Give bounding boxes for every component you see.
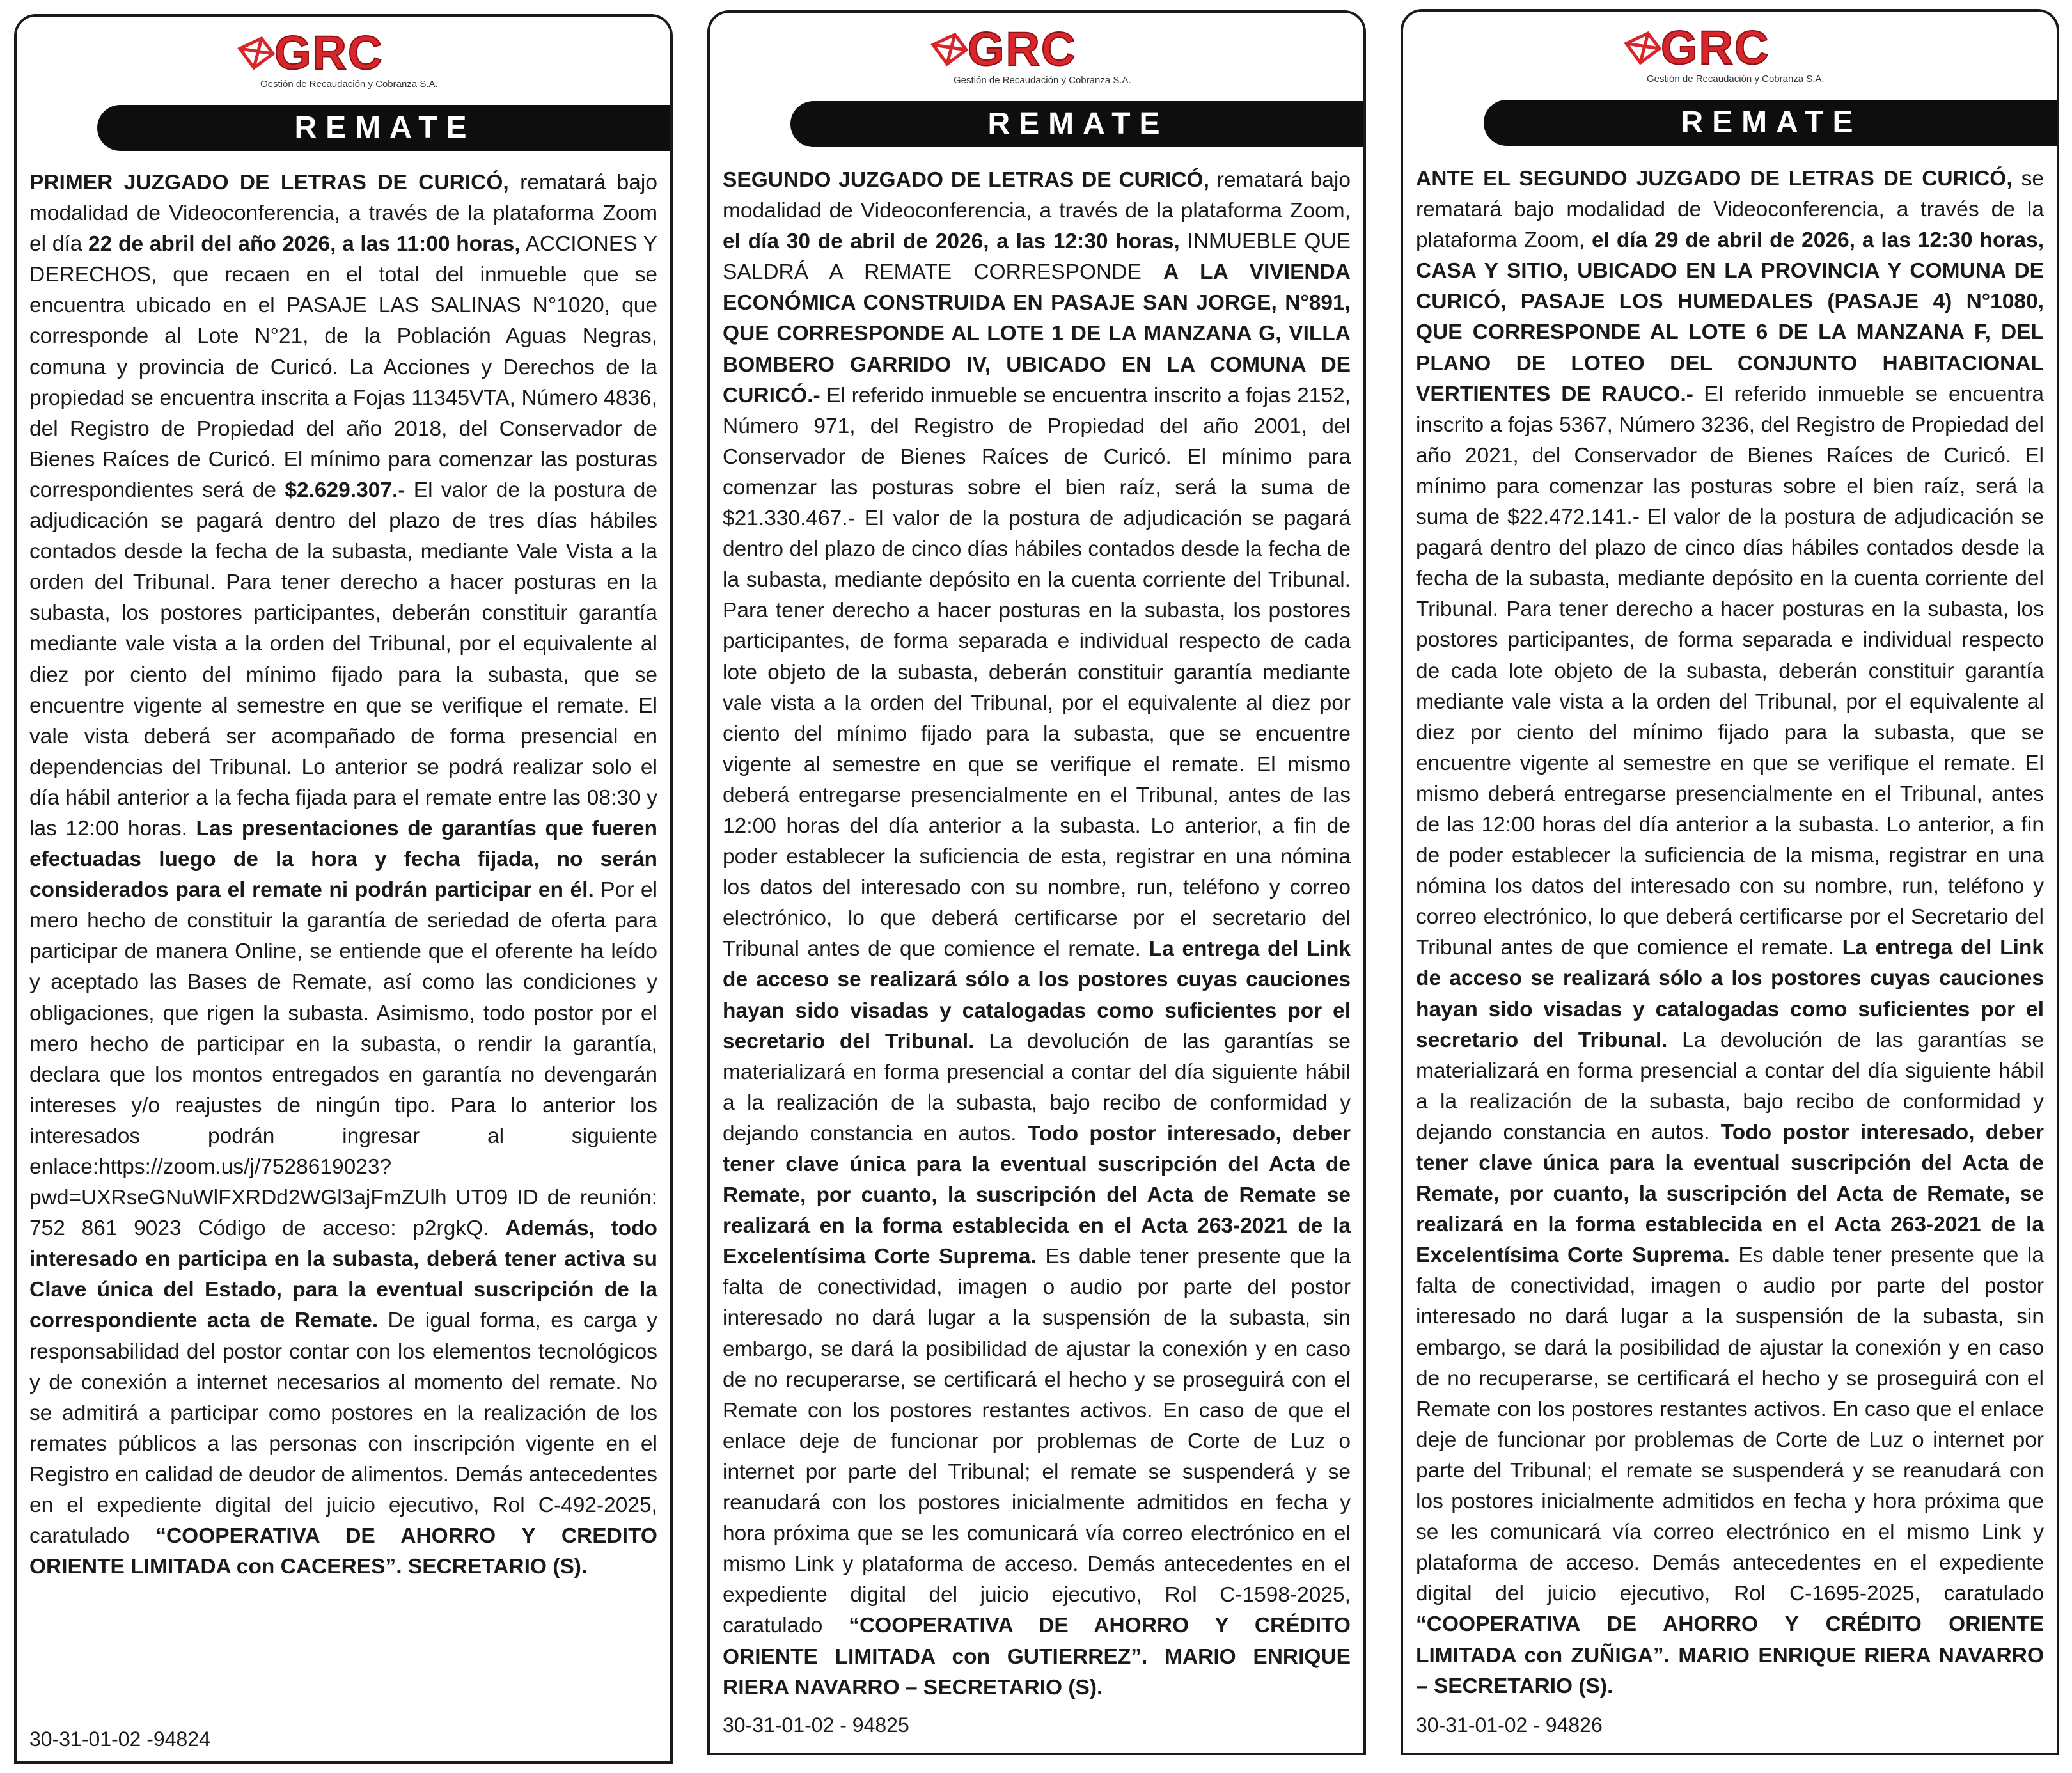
bold-text-run: “COOPERATIVA DE AHORRO Y CRÉDITO ORIENTE LIMITADA con GUTIERREZ”. MARIO ENRIQUE RIERA NAVARRO – SECRETARIO (S).: [723, 1614, 1351, 1699]
bold-text-run: ANTE EL SEGUNDO JUZGADO DE LETRAS DE CURICÓ,: [1416, 167, 2013, 191]
remate-banner: REMATE: [790, 101, 1366, 147]
bold-text-run: La entrega del Link de acceso se realizará sólo a los postores cuyas cauciones hayan sido visadas y catalogadas como suficientes por el secretario del Tribunal.: [1416, 936, 2044, 1052]
text-run: La devolución de las garantías se materializará en forma presencial a contar del día siguiente hábil a la realización de la subasta, bajo recibo de conformidad y dejando constancia en autos.: [1416, 1028, 2044, 1144]
notice-body: [1416, 164, 2044, 1702]
remate-notice-1: [14, 14, 673, 1764]
text-run: Es dable tener presente que la falta de conectividad, imagen o audio por parte del postor interesado no dará lugar a la suspensión de la subasta, sin embargo, se dará la posibilidad de ajustar la conexión y en caso de no recuperarse, se certificará el hecho y se proseguirá con el Remate con los postores restantes activos. En caso que el enlace deje de funcionar por problemas de Corte de Luz o internet por parte del Tribunal; el remate se suspenderá y se reanudará con los postores inicialmente admitidos en fecha y hora próxima que se les comunicará vía correo electrónico en el mismo Link y plataforma de acceso. Demás antecedentes en el expediente digital del juicio ejecutivo, Rol C-1695-2025, caratulado: [1416, 1243, 2044, 1606]
grc-tagline: Gestión de Recaudación y Cobranza S.A.: [1647, 74, 1825, 84]
text-run: rematará bajo modalidad de Videoconferencia, a través de la plataforma Zoom el día: [29, 171, 657, 256]
grc-tagline: Gestión de Recaudación y Cobranza S.A.: [954, 75, 1131, 86]
grc-logo: [17, 29, 670, 93]
bold-text-run: $2.629.307.-: [285, 478, 405, 502]
text-run: se rematará bajo modalidad de Videoconferencia, a través de la plataforma Zoom,: [1416, 167, 2044, 253]
bold-text-run: Todo postor interesado, deber tener clave única para la eventual suscripción del Acta de Remate, por cuanto, la suscripción del Acta de Remate se realizará en la forma establecida en el Acta 263-2021 de la Excelentísima Corte Suprema.: [723, 1121, 1351, 1269]
remate-notice-2: [707, 10, 1366, 1755]
notice-body: [29, 168, 657, 1582]
grc-wordmark: GRC: [274, 29, 384, 79]
text-run: El referido inmueble se encuentra inscrito a fojas 5367, Número 3236, del Registro de Propiedad del año 2021, del Conservador de Bienes Raíces de Curicó. El mínimo para comenzar las posturas sobre el bien raíz, será la suma de $22.472.141.- El valor de la postura de adjudicación se pagará dentro del plazo de cinco días hábiles contados desde la fecha de la subasta, mediante depósito en la cuenta corriente del Tribunal. Para tener derecho a hacer posturas en la subasta, los postores participantes, de forma separada e individual respecto de cada lote objeto de la subasta, deberán constituir garantía mediante vale vista a la orden del Tribunal, por el equivalente al diez por ciento del mínimo fijado para la subasta, que se encuentre vigente al semestre en que se verifique el remate. El mismo deberá entregarse presencialmente en el Tribunal, antes de las 12:00 horas del día anterior a la subasta. Lo anterior, a fin de poder establecer la suficiencia de la misma, registrar en una nómina los datos del interesado con su nombre, run, teléfono y correo electrónico, lo que deberá certificarse por el Secretario del Tribunal antes de que comience el remate.: [1416, 382, 2044, 960]
grc-logo-graphic: [235, 29, 452, 93]
grc-logo-graphic: [928, 26, 1145, 90]
notice-code: 30-31-01-02 - 94825: [723, 1714, 909, 1737]
text-run: De igual forma, es carga y responsabilidad del postor contar con los elementos tecnológicos y de conexión a internet necesarios al momento del remate. No se admitirá a participar como postores en la realización de los remates públicos a las personas con inscripción vigente en el Registro en calidad de deudor de alimentos. Demás antecedentes en el expediente digital del juicio ejecutivo, Rol C-492-2025, caratulado: [29, 1309, 657, 1548]
bold-text-run: A LA VIVIENDA ECONÓMICA CONSTRUIDA EN PASAJE SAN JORGE, N°891, QUE CORRESPONDE AL LOTE 1 DE LA MANZANA G, VILLA BOMBERO GARRIDO IV, UBICADO EN LA COMUNA DE CURICÓ.-: [723, 260, 1351, 407]
text-run: El referido inmueble se encuentra inscrito a fojas 2152, Número 971, del Registro de Propiedad del año 2001, del Conservador de Bienes Raíces de Curicó. El mínimo para comenzar las posturas sobre el bien raíz, será la suma de $21.330.467.- El valor de la postura de adjudicación se pagará dentro del plazo de cinco días hábiles contados desde la fecha de la subasta, mediante depósito en la cuenta corriente del Tribunal. Para tener derecho a hacer posturas en la subasta, los postores participantes, de forma separada e individual respecto de cada lote objeto de la subasta, deberán constituir garantía mediante vale vista a la orden del Tribunal, por el equivalente al diez por ciento del mínimo fijado para la subasta, que se encuentre vigente al semestre en que se verifique el remate. El mismo deberá entregarse presencialmente en el Tribunal, antes de las 12:00 horas del día anterior a la subasta. Lo anterior, a fin de poder establecer la suficiencia de esta, registrar en una nómina los datos del interesado con su nombre, run, teléfono y correo electrónico, lo que deberá certificarse por el secretario del Tribunal antes de que comience el remate.: [723, 383, 1351, 961]
bold-text-run: SEGUNDO JUZGADO DE LETRAS DE CURICÓ,: [723, 168, 1209, 192]
text-run: ACCIONES Y DERECHOS, que recaen en el total del inmueble que se encuentra ubicado en el PASAJE LAS SALINAS N°1020, que corresponde al Lote N°21, de la Población Aguas Negras, comuna y provincia de Curicó. La Acciones y Derechos de la propiedad se encuentra inscrita a Fojas 11345VTA, Número 4836, del Registro de Propiedad del año 2018, del Conservador de Bienes Raíces de Curicó. El mínimo para comenzar las posturas correspondientes será de: [29, 232, 657, 502]
grc-tagline: Gestión de Recaudación y Cobranza S.A.: [260, 79, 438, 90]
bold-text-run: PRIMER JUZGADO DE LETRAS DE CURICÓ,: [29, 171, 509, 194]
grc-logo: [1403, 24, 2057, 88]
text-run: INMUEBLE QUE SALDRÁ A REMATE CORRESPONDE: [723, 230, 1351, 285]
bold-text-run: Todo postor interesado, deber tener clave única para la eventual suscripción del Acta de Remate, por cuanto, la suscripción del Acta de Remate, se realizará en la forma establecida en el Acta 263-2021 de la Excelentísima Corte Suprema.: [1416, 1120, 2044, 1268]
notice-code: 30-31-01-02 - 94826: [1416, 1714, 1603, 1737]
grc-logo-graphic: [1621, 24, 1839, 88]
bold-text-run: el día 30 de abril de 2026, a las 12:30 horas,: [723, 230, 1180, 254]
notice-code: 30-31-01-02 -94824: [29, 1728, 210, 1751]
text-run: El valor de la postura de adjudicación se pagará dentro del plazo de tres días hábiles contados desde la fecha de la subasta, mediante Vale Vista a la orden del Tribunal. Para tener derecho a hacer posturas en la subasta, los postores participantes, deberán constituir garantía mediante vale vista a la orden del Tribunal, por el equivalente al diez por ciento del mínimo fijado para la subasta, que se encuentre vigente al semestre en que se verifique el remate. El vale vista deberá ser acompañado de forma presencial en dependencias del Tribunal. Lo anterior se podrá realizar solo el día hábil anterior a la fecha fijada para el remate entre las 08:30 y las 12:00 horas.: [29, 478, 658, 840]
text-run: rematará bajo modalidad de Videoconferencia, a través de la plataforma Zoom,: [723, 168, 1351, 223]
remate-banner: REMATE: [97, 105, 673, 151]
text-run: La devolución de las garantías se materializará en forma presencial a contar del día siguiente hábil a la realización de la subasta, bajo recibo de conformidad y dejando constancia en autos.: [723, 1029, 1351, 1146]
notice-body: [723, 165, 1351, 1703]
bold-text-run: el día 29 de abril de 2026, a las 12:30 horas, CASA Y SITIO, UBICADO EN LA PROVINCIA Y COMUNA DE CURICÓ, PASAJE LOS HUMEDALES (PASAJE 4) N°1080, QUE CORRESPONDE AL LOTE 6 DE LA MANZANA F, DEL PLANO DE LOTEO DEL CONJUNTO HABITACIONAL VERTIENTES DE RAUCO.-: [1416, 228, 2044, 406]
text-run: Es dable tener presente que la falta de conectividad, imagen o audio por parte del postor interesado no dará lugar a la suspensión de la subasta, sin embargo, se dará la posibilidad de ajustar la conexión y en caso de no recuperarse, se certificará el hecho y se proseguirá con el Remate con los postores restantes activos. En caso de que el enlace deje de funcionar por problemas de Corte de Luz o internet por parte del Tribunal; el remate se suspenderá y se reanudará con los postores inicialmente admitidos en fecha y hora próxima que se les comunicará vía correo electrónico en el mismo Link y plataforma de acceso. Demás antecedentes en el expediente digital del juicio ejecutivo, Rol C-1598-2025, caratulado: [723, 1245, 1351, 1638]
remate-notice-3: [1401, 9, 2059, 1755]
bold-text-run: “COOPERATIVA DE AHORRO Y CRÉDITO ORIENTE LIMITADA con ZUÑIGA”. MARIO ENRIQUE RIERA NAVARRO – SECRETARIO (S).: [1416, 1612, 2044, 1698]
bold-text-run: “COOPERATIVA DE AHORRO Y CREDITO ORIENTE LIMITADA con CACERES”. SECRETARIO (S).: [29, 1524, 657, 1579]
grc-wordmark: GRC: [968, 26, 1077, 75]
remate-banner: REMATE: [1484, 100, 2059, 146]
bold-text-run: 22 de abril del año 2026, a las 11:00 horas,: [88, 232, 521, 256]
bold-text-run: Además, todo interesado en participa en la subasta, deberá tener activa su Clave única del Estado, para la eventual suscripción de la correspondiente acta de Remate.: [29, 1217, 657, 1333]
bold-text-run: La entrega del Link de acceso se realizará sólo a los postores cuyas cauciones hayan sido visadas y catalogadas como suficientes por el secretario del Tribunal.: [723, 937, 1351, 1053]
grc-wordmark: GRC: [1661, 24, 1770, 74]
text-run: Por el mero hecho de constituir la garantía de seriedad de oferta para participar de manera Online, se entiende que el oferente ha leído y aceptado las Bases de Remate, así como las condiciones y obligaciones, que rigen la subasta. Asimismo, todo postor por el mero hecho de participar en la subasta, o rendir la garantía, declara que los montos entregados en garantía no devengarán intereses y/o reajustes de ningún tipo. Para lo anterior los interesados podrán ingresar al siguiente enlace:https://zoom.us/j/7528619023?pwd=UXRseGNuWlFXRDd2WGl3ajFmZUlh UT09 ID de reunión: 752 861 9023 Código de acceso: p2rgkQ.: [29, 878, 657, 1241]
bold-text-run: Las presentaciones de garantías que fueren efectuadas luego de la hora y fecha fijada, no serán considerados para el remate ni podrán participar en él.: [29, 816, 657, 902]
grc-logo: [710, 26, 1363, 90]
